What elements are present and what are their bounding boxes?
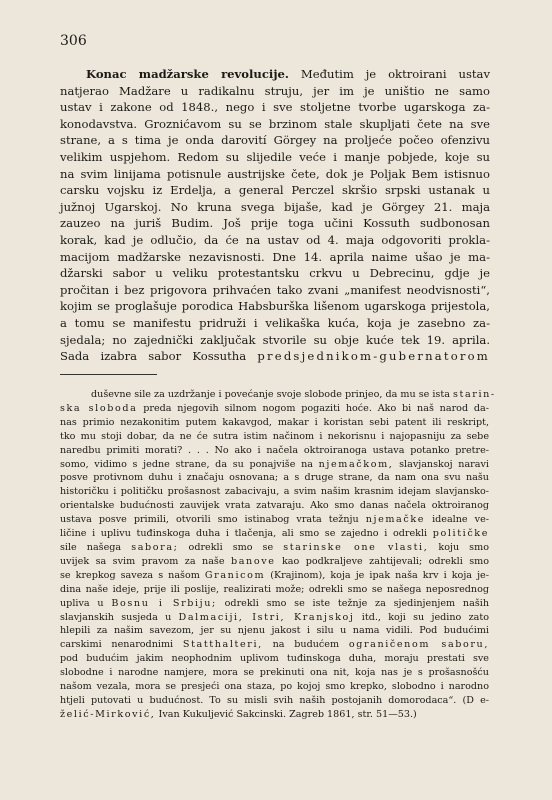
footnote-line: uvijek sa svim pravom za naše banove kao podkraljeve zahtijevali; odrekli smo <box>60 555 490 567</box>
footnote-line: htjeli putovati u budućnost. To su misli svih naših postojanih domorodaca“. (D e- <box>60 694 489 706</box>
footnote <box>60 388 496 722</box>
text-fragment: Sada izabra sabor Kossutha <box>60 349 247 364</box>
text-line: carsku vojsku iz Erdelja, a general Perczel skršio srpski ustanak u <box>60 183 490 198</box>
footnote-line: nas primio nezakonitim putem kakavgod, makar i koristan sebi patent ili reskript, <box>60 416 489 428</box>
text-line: ustav i zakone od 1848., nego i sve stoljetne tvorbe ugarskoga za- <box>60 100 490 115</box>
text-line: natjerao Madžare u radikalnu struju, jer im je uništio ne samo <box>60 83 490 98</box>
text-line: velikim uspjehom. Redom su slijedile veće i manje pobjede, koje su <box>60 149 490 164</box>
footnote-line: naredbu primiti morati? . . . No ako i načela oktroiranoga ustava potanko pretre- <box>60 444 489 456</box>
footnote-line: slavjanskih susjeda u Dalmaciji, Istri, Kranjskoj itd., koji su jedino zato <box>60 611 489 623</box>
footnote-line: ličine i uplivu tuđinskoga duha i tlačenja, ali smo se zajedno i odrekli političke <box>60 528 489 540</box>
footnote-line: ska sloboda preda njegovih silnom nogom pogaziti hoće. Ako bi naš narod da- <box>60 402 489 414</box>
footnote-line: somo, vidimo s jedne strane, da su ponajviše na njemačkom, slavjanskoj naravi <box>60 458 489 470</box>
footnote-line: posve protivnom duhu i značaju osnovana; a s druge strane, da nam ona svu našu <box>60 472 489 484</box>
text-line: sjedala; no zajednički zaključak stvorile su obje kuće tek 19. aprila. <box>60 332 490 347</box>
text-line: kojim se proglašuje porodica Habsburška lišenom ugarskoga prijestola, <box>60 299 490 314</box>
text-line: džarski sabor u veliku protestantsku crkvu u Debrecinu, gdje je <box>60 266 490 281</box>
footnote-line: carskimi nenarodnimi Statthalteri, na budućem ograničenom saboru, <box>60 639 489 651</box>
text-line: južnoj Ugarskoj. No kruna svega bijaše, kad je Görgey 21. maja <box>60 199 490 214</box>
text-line: na svim linijama potisnule austrijske čete, dok je Poljak Bem istisnuo <box>60 166 490 181</box>
footnote-line: pod budućim jakim neophodnim uplivom tuđinskoga duha, moraju prestati sve <box>60 653 489 665</box>
text-line: pročitan i bez prigovora prihvaćen tako zvani „manifest neodvisnosti“, <box>60 282 490 297</box>
footnote-line: našom vezala, mora se presjeći ona staza, po kojoj smo krepko, slobodno i narodno <box>60 681 489 693</box>
footnote-line: dina naše ideje, prije ili poslije, realizirati može; odrekli smo se našega neposrednog <box>60 583 489 595</box>
text-line <box>60 348 490 365</box>
text-line: zauzeo na juriš Budim. Još prije toga učini Kossuth sudbonosan <box>60 216 490 231</box>
footnote-line: se krepkog saveza s našom Granicom (Krajinom), koja je ipak naša krv i koja je- <box>60 569 489 581</box>
footnote-line: hlepili za našim savezom, jer su njenu jakost i silu u nama vidili. Pod budućimi <box>60 625 489 637</box>
text-line: strane, a s tima je onda darovití Görgey na proljeće počeo ofenzivu <box>60 133 490 148</box>
main-text <box>60 66 490 365</box>
footnote-line: ustava posve primili, otvorili smo istinabog vrata težnju njemačke idealne ve- <box>60 514 489 526</box>
text-line: a tomu se manifestu pridruži i velikaška kuća, koja je zasebno za- <box>60 315 490 330</box>
footnote-line: želić-Mirković, Ivan Kukuljević Sakcinski. Zagreb 1861, str. 51—53.) <box>60 708 417 720</box>
footnote-line: historičku i političku prošasnost zabacivaju, a svim našim krasnim idejam slavjansko- <box>60 486 489 498</box>
text-fragment: Međutim je oktroirani ustav <box>300 67 491 81</box>
footnote-line: upliva u Bosnu i Srbiju; odrekli smo se iste težnje za sjedinjenjem naših <box>60 597 489 609</box>
section-title: Konac madžarske revolucije. <box>86 67 289 81</box>
text-line: konodavstva. Groznićavom su se brzinom stale skupljati čete na sve <box>60 116 490 131</box>
footnote-divider <box>60 374 157 375</box>
spaced-emphasis: predsjednikom-gubernatorom <box>257 349 491 364</box>
text-line: macijom madžarske nezavisnosti. Dne 14. aprila naime ušao je ma- <box>60 249 490 264</box>
footnote-line: sile našega sabora; odrekli smo se starinske one vlasti, koju smo <box>60 541 489 553</box>
text-line <box>60 66 490 83</box>
page-number: 306 <box>60 33 87 49</box>
footnote-line: duševne sile za uzdržanje i povećanje svoje slobode prinjeo, da mu se ista starin- <box>91 389 496 400</box>
footnote-line: slobodne i narodne namjere, mora se prekinuti ona nit, koja nas je s prošasnošću <box>60 667 489 679</box>
footnote-line: tko mu stoji dobar, da ne će sutra istim načinom i nekorisnu i najopasniju za sebe <box>60 430 489 442</box>
footnote-line: orientalske budućnosti zauvijek vrata zatvaraju. Ako smo danas načela oktroiranog <box>60 500 489 512</box>
text-line: korak, kad je odlučio, da će na ustav od 4. maja odgovoriti prokla- <box>60 232 490 247</box>
